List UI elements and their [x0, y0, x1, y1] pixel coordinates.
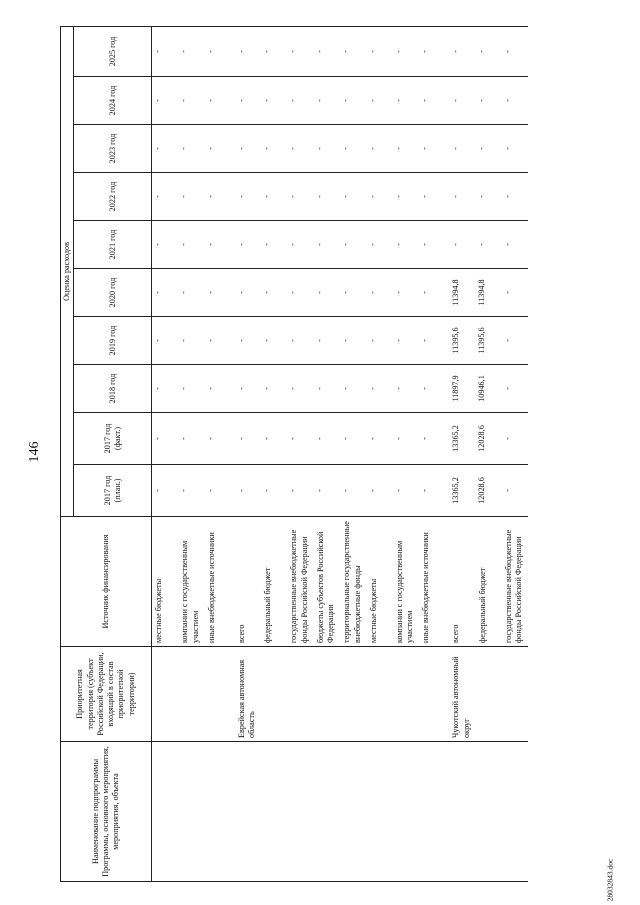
value-cell: - — [287, 413, 314, 465]
value-cell: - — [393, 317, 420, 365]
program-name-cell — [502, 742, 529, 882]
territory-cell — [502, 647, 529, 742]
value-cell: - — [419, 365, 445, 413]
value-cell: - — [340, 125, 367, 173]
value-cell: - — [445, 125, 476, 173]
funding-source-cell: федеральный бюджет — [261, 517, 287, 647]
funding-source-cell: всего — [445, 517, 476, 647]
value-cell: - — [502, 317, 529, 365]
territory-cell — [287, 647, 314, 742]
value-cell: - — [287, 317, 314, 365]
program-name-cell — [205, 742, 231, 882]
value-cell: - — [367, 269, 393, 317]
program-name-cell — [393, 742, 420, 882]
value-cell: - — [231, 269, 262, 317]
value-cell: - — [152, 221, 179, 269]
value-cell: - — [419, 269, 445, 317]
value-cell: - — [261, 173, 287, 221]
program-name-cell — [152, 742, 179, 882]
value-cell: - — [367, 317, 393, 365]
header-funding-source: Источник финансирования — [61, 517, 152, 647]
value-cell: - — [476, 221, 502, 269]
funding-source-cell: федеральный бюджет — [476, 517, 502, 647]
value-cell: - — [393, 26, 420, 76]
header-year-6: 2022 год — [74, 173, 152, 221]
value-cell: - — [340, 77, 367, 125]
value-cell: - — [152, 317, 179, 365]
value-cell: 13365,2 — [445, 413, 476, 465]
value-cell: 11395,6 — [445, 317, 476, 365]
value-cell: - — [445, 221, 476, 269]
table-row — [367, 26, 393, 881]
funding-source-cell: компании с государственным участием — [393, 517, 420, 647]
value-cell: - — [205, 221, 231, 269]
value-cell: - — [314, 77, 341, 125]
territory-cell — [152, 647, 179, 742]
table-row — [231, 26, 262, 881]
value-cell: - — [314, 26, 341, 76]
value-cell: - — [502, 77, 529, 125]
territory-cell — [340, 647, 367, 742]
value-cell: - — [178, 269, 205, 317]
value-cell: - — [287, 465, 314, 517]
value-cell: - — [261, 465, 287, 517]
value-cell: - — [502, 269, 529, 317]
value-cell: - — [445, 77, 476, 125]
program-name-cell — [314, 742, 341, 882]
value-cell: - — [178, 125, 205, 173]
value-cell: - — [178, 317, 205, 365]
value-cell: - — [231, 125, 262, 173]
value-cell: - — [445, 173, 476, 221]
value-cell: - — [205, 26, 231, 76]
value-cell: - — [314, 365, 341, 413]
value-cell: - — [340, 365, 367, 413]
value-cell: - — [287, 125, 314, 173]
value-cell: - — [476, 77, 502, 125]
value-cell: - — [476, 173, 502, 221]
value-cell: - — [152, 465, 179, 517]
value-cell: - — [367, 221, 393, 269]
value-cell: - — [393, 125, 420, 173]
value-cell: - — [231, 221, 262, 269]
value-cell: - — [419, 317, 445, 365]
header-year-3: 2019 год — [74, 317, 152, 365]
value-cell: - — [393, 413, 420, 465]
funding-source-cell: бюджеты субъектов Российской Федерации — [314, 517, 341, 647]
value-cell: - — [314, 317, 341, 365]
value-cell: - — [314, 125, 341, 173]
value-cell: 11897,9 — [445, 365, 476, 413]
value-cell: - — [287, 221, 314, 269]
program-name-cell — [261, 742, 287, 882]
value-cell: - — [367, 77, 393, 125]
value-cell: - — [393, 77, 420, 125]
funding-source-cell: иные внебюджетные источники — [205, 517, 231, 647]
page-number: 146 — [27, 441, 42, 463]
value-cell: - — [502, 413, 529, 465]
value-cell: - — [476, 26, 502, 76]
value-cell: - — [178, 365, 205, 413]
territory-cell — [476, 647, 502, 742]
value-cell: - — [367, 26, 393, 76]
value-cell: - — [340, 317, 367, 365]
table-row — [178, 26, 205, 881]
value-cell: 12028,6 — [476, 413, 502, 465]
value-cell: - — [261, 77, 287, 125]
territory-cell — [367, 647, 393, 742]
value-cell: - — [205, 269, 231, 317]
value-cell: - — [205, 173, 231, 221]
value-cell: - — [231, 317, 262, 365]
value-cell: - — [340, 413, 367, 465]
value-cell: - — [261, 317, 287, 365]
value-cell: - — [205, 317, 231, 365]
funding-source-cell: компании с государственным участием — [178, 517, 205, 647]
value-cell: 10946,1 — [476, 365, 502, 413]
value-cell: - — [502, 125, 529, 173]
funding-source-cell: государственные внебюджетные фонды Российской Федерации — [502, 517, 529, 647]
value-cell: - — [205, 465, 231, 517]
header-year-2: 2018 год — [74, 365, 152, 413]
value-cell: - — [393, 365, 420, 413]
value-cell: - — [261, 221, 287, 269]
value-cell: 11394,8 — [476, 269, 502, 317]
value-cell: - — [314, 173, 341, 221]
value-cell: - — [231, 173, 262, 221]
value-cell: - — [287, 269, 314, 317]
value-cell: - — [287, 173, 314, 221]
value-cell: - — [393, 269, 420, 317]
value-cell: - — [261, 269, 287, 317]
header-year-0: 2017 год (план.) — [74, 465, 152, 517]
program-name-cell — [419, 742, 445, 882]
value-cell: - — [419, 465, 445, 517]
table-row — [340, 26, 367, 881]
value-cell: - — [502, 26, 529, 76]
value-cell: - — [340, 221, 367, 269]
value-cell: - — [314, 221, 341, 269]
table-row — [152, 26, 179, 881]
value-cell: - — [367, 465, 393, 517]
value-cell: - — [152, 365, 179, 413]
territory-cell — [261, 647, 287, 742]
value-cell: - — [340, 465, 367, 517]
document-code: 28032843.doc — [605, 858, 615, 902]
table-row — [502, 26, 529, 881]
rotated-table-page — [60, 27, 620, 882]
table-row — [419, 26, 445, 881]
value-cell: - — [393, 221, 420, 269]
table-row — [261, 26, 287, 881]
value-cell: - — [261, 125, 287, 173]
value-cell: - — [231, 77, 262, 125]
table-row — [445, 26, 476, 881]
value-cell: - — [287, 365, 314, 413]
program-name-cell — [178, 742, 205, 882]
value-cell: 13365,2 — [445, 465, 476, 517]
territory-cell — [314, 647, 341, 742]
value-cell: - — [152, 77, 179, 125]
header-year-1: 2017 год (факт.) — [74, 413, 152, 465]
value-cell: - — [261, 365, 287, 413]
value-cell: - — [502, 221, 529, 269]
value-cell: 11394,8 — [445, 269, 476, 317]
program-name-cell — [340, 742, 367, 882]
program-name-cell — [367, 742, 393, 882]
value-cell: - — [205, 365, 231, 413]
header-year-5: 2021 год — [74, 221, 152, 269]
value-cell: - — [261, 413, 287, 465]
value-cell: - — [231, 26, 262, 76]
value-cell: - — [261, 26, 287, 76]
territory-cell: Еврейская автономная область — [231, 647, 262, 742]
header-year-8: 2024 год — [74, 77, 152, 125]
value-cell: - — [419, 221, 445, 269]
value-cell: - — [152, 413, 179, 465]
value-cell: - — [340, 269, 367, 317]
value-cell: - — [314, 413, 341, 465]
value-cell: - — [419, 77, 445, 125]
financing-table — [60, 26, 528, 882]
value-cell: - — [152, 269, 179, 317]
funding-source-cell: всего — [231, 517, 262, 647]
value-cell: - — [476, 125, 502, 173]
value-cell: - — [340, 26, 367, 76]
value-cell: - — [178, 465, 205, 517]
value-cell: - — [152, 173, 179, 221]
value-cell: - — [287, 77, 314, 125]
funding-source-cell: местные бюджеты — [152, 517, 179, 647]
program-name-cell — [445, 742, 476, 882]
value-cell: 11395,6 — [476, 317, 502, 365]
value-cell: - — [287, 26, 314, 76]
value-cell: - — [314, 465, 341, 517]
value-cell: - — [178, 221, 205, 269]
value-cell: - — [178, 26, 205, 76]
value-cell: - — [445, 26, 476, 76]
value-cell: - — [178, 413, 205, 465]
territory-cell — [393, 647, 420, 742]
funding-source-cell: иные внебюджетные источники — [419, 517, 445, 647]
territory-cell — [205, 647, 231, 742]
header-year-7: 2023 год — [74, 125, 152, 173]
value-cell: - — [393, 465, 420, 517]
value-cell: - — [178, 173, 205, 221]
value-cell: - — [314, 269, 341, 317]
table-row — [205, 26, 231, 881]
table-row — [393, 26, 420, 881]
value-cell: - — [178, 77, 205, 125]
value-cell: 12028,6 — [476, 465, 502, 517]
funding-source-cell: местные бюджеты — [367, 517, 393, 647]
header-expense-estimate: Оценка расходов — [61, 26, 74, 516]
value-cell: - — [502, 365, 529, 413]
value-cell: - — [231, 365, 262, 413]
value-cell: - — [393, 173, 420, 221]
territory-cell: Чукотский автономный округ — [445, 647, 476, 742]
value-cell: - — [419, 413, 445, 465]
header-year-9: 2025 год — [74, 26, 152, 76]
value-cell: - — [231, 465, 262, 517]
value-cell: - — [205, 77, 231, 125]
value-cell: - — [367, 413, 393, 465]
value-cell: - — [367, 173, 393, 221]
value-cell: - — [367, 125, 393, 173]
territory-cell — [419, 647, 445, 742]
value-cell: - — [340, 173, 367, 221]
value-cell: - — [152, 26, 179, 76]
value-cell: - — [419, 26, 445, 76]
value-cell: - — [205, 125, 231, 173]
value-cell: - — [419, 125, 445, 173]
program-name-cell — [287, 742, 314, 882]
program-name-cell — [231, 742, 262, 882]
funding-source-cell: территориальные государственные внебюджетные фонды — [340, 517, 367, 647]
territory-cell — [178, 647, 205, 742]
table-row — [287, 26, 314, 881]
table-row — [476, 26, 502, 881]
value-cell: - — [502, 465, 529, 517]
program-name-cell — [476, 742, 502, 882]
value-cell: - — [367, 365, 393, 413]
header-priority-territory: Приоритетная территория (субъект Российской Федерации, входящий в состав приоритетной территории) — [61, 647, 152, 742]
value-cell: - — [502, 173, 529, 221]
header-program-name: Наименование подпрограммы Программы, основного мероприятия, мероприятия, объекта — [61, 742, 152, 882]
funding-source-cell: государственные внебюджетные фонды Российской Федерации — [287, 517, 314, 647]
value-cell: - — [152, 125, 179, 173]
value-cell: - — [231, 413, 262, 465]
table-row — [314, 26, 341, 881]
header-year-4: 2020 год — [74, 269, 152, 317]
value-cell: - — [205, 413, 231, 465]
value-cell: - — [419, 173, 445, 221]
